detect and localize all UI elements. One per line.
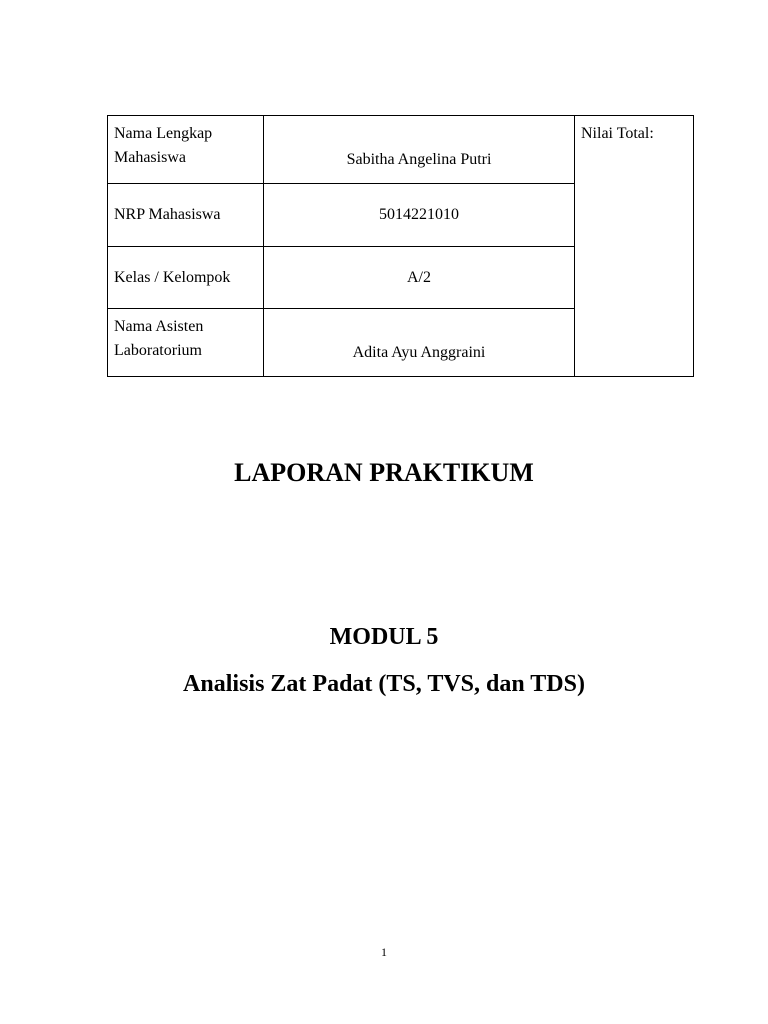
nrp-value: 5014221010 [379,206,459,223]
assistant-value-cell [264,309,575,377]
name-label-line1: Nama Lengkap [114,125,213,142]
name-value-cell [264,116,575,184]
nrp-value-cell [264,184,575,247]
page-number: 1 [381,945,387,959]
nrp-label-cell [108,184,264,247]
assistant-label-cell [108,309,264,377]
class-value: A/2 [407,268,431,286]
class-value-cell [264,247,575,309]
assistant-label-line1: Nama Asisten [114,318,204,335]
class-label: Kelas / Kelompok [114,268,231,286]
module-title: MODUL 5 [329,624,439,650]
module-subtitle: Analisis Zat Padat (TS, TVS, dan TDS) [183,671,585,697]
student-name-value: Sabitha Angelina Putri [346,151,492,168]
nrp-label: NRP Mahasiswa [114,206,221,223]
report-title: LAPORAN PRAKTIKUM [234,458,534,487]
grade-label: Nilai Total: [581,125,654,142]
student-info-table [107,115,694,377]
table-row-name [108,116,694,184]
grade-cell [575,116,694,377]
assistant-label-line2: Laboratorium [114,342,202,359]
name-label-line2: Mahasiswa [114,149,186,166]
name-label-cell [108,116,264,184]
class-label-cell [108,247,264,309]
assistant-value: Adita Ayu Anggraini [352,344,486,361]
